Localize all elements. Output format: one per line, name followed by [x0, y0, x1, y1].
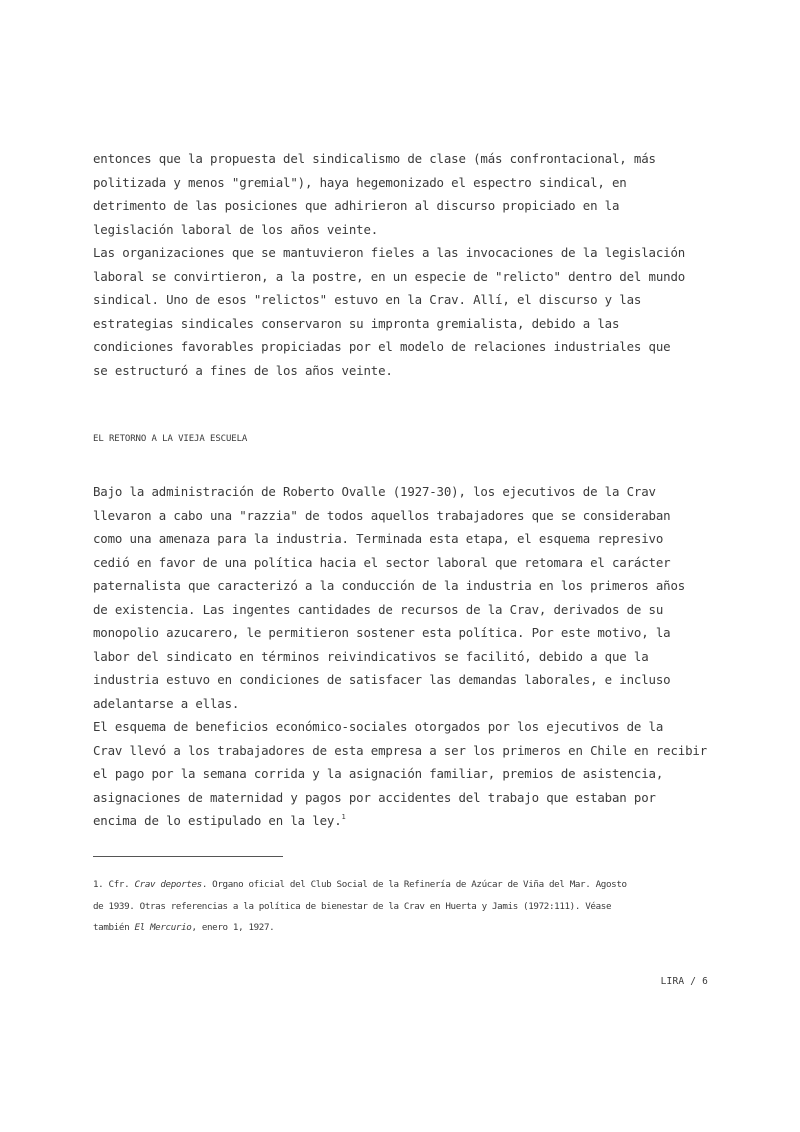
body-line: labor del sindicato en términos reivindicativos se facilitó, debido a que la	[93, 648, 649, 664]
body-line: laboral se convirtieron, a la postre, en un especie de "relicto" dentro del mundo	[93, 268, 686, 284]
body-line: El esquema de beneficios económico-sociales otorgados por los ejecutivos de la	[93, 719, 664, 734]
footnote-text: . Organo oficial del Club Social de la Refinería de Azúcar de Viña del Mar. Agosto	[201, 879, 627, 890]
page-number: LIRA / 6	[660, 976, 708, 987]
body-line: detrimento de las posiciones que adhirieron al discurso propiciado en la	[93, 198, 620, 213]
body-line: industria estuvo en condiciones de satisfacer las demandas laborales, e incluso	[93, 672, 671, 687]
footnote-italic-title: Crav deportes	[134, 879, 202, 890]
body-line: condiciones favorables propiciadas por el modelo de relaciones industriales que	[93, 339, 671, 354]
body-line: el pago por la semana corrida y la asignación familiar, premios de asistencia,	[93, 766, 664, 781]
footnote-marker[interactable]: 1	[341, 813, 346, 821]
body-line: entonces que la propuesta del sindicalismo de clase (más confrontacional, más	[93, 151, 656, 166]
footnote-italic-title: El Mercurio	[134, 922, 192, 933]
footnote-line	[93, 917, 713, 939]
body-line: se estructuró a fines de los años veinte.	[93, 362, 393, 378]
body-line: como una amenaza para la industria. Terminada esta etapa, el esquema represivo	[93, 531, 664, 546]
footnote-separator	[93, 856, 283, 857]
body-line: legislación laboral de los años veinte.	[93, 221, 379, 237]
body-line: adelantarse a ellas.	[93, 695, 240, 711]
body-line: paternalista que caracterizó a la conducción de la industria en los primeros años	[93, 578, 686, 593]
body-line-text: encima de lo estipulado en la ley.	[93, 813, 342, 828]
footnote	[93, 874, 713, 939]
section-heading: EL RETORNO A LA VIEJA ESCUELA	[93, 434, 248, 444]
body-line: Las organizaciones que se mantuvieron fieles a las invocaciones de la legislación	[93, 245, 686, 260]
footnote-number: 1. Cfr.	[93, 879, 135, 890]
body-line: politizada y menos "gremial"), haya hegemonizado el espectro sindical, en	[93, 174, 627, 190]
body-paragraphs-bottom	[93, 480, 713, 833]
body-line: llevaron a cabo una "razzia" de todos aquellos trabajadores que se consideraban	[93, 507, 671, 523]
body-line: de existencia. Las ingentes cantidades de recursos de la Crav, derivados de su	[93, 601, 664, 617]
footnote-text: también	[93, 922, 135, 933]
footnote-line	[93, 874, 713, 896]
body-paragraphs-top	[93, 147, 713, 382]
footnote-text: , enero 1, 1927.	[191, 922, 275, 933]
body-line-last	[93, 809, 713, 833]
body-line: estrategias sindicales conservaron su impronta gremialista, debido a las	[93, 315, 620, 331]
body-line: monopolio azucarero, le permitieron sostener esta política. Por este motivo, la	[93, 625, 671, 640]
body-line: Bajo la administración de Roberto Ovalle (1927-30), los ejecutivos de la Crav	[93, 484, 656, 499]
footnote-line: de 1939. Otras referencias a la política de bienestar de la Crav en Huerta y Jamis (1972:111). Véase	[93, 900, 612, 912]
body-line: sindical. Uno de esos "relictos" estuvo en la Crav. Allí, el discurso y las	[93, 292, 642, 307]
body-line: Crav llevó a los trabajadores de esta empresa a ser los primeros en Chile en recibir	[93, 742, 708, 758]
body-line: cedió en favor de una política hacia el sector laboral que retomara el carácter	[93, 554, 671, 570]
body-line: asignaciones de maternidad y pagos por accidentes del trabajo que estaban por	[93, 789, 656, 805]
